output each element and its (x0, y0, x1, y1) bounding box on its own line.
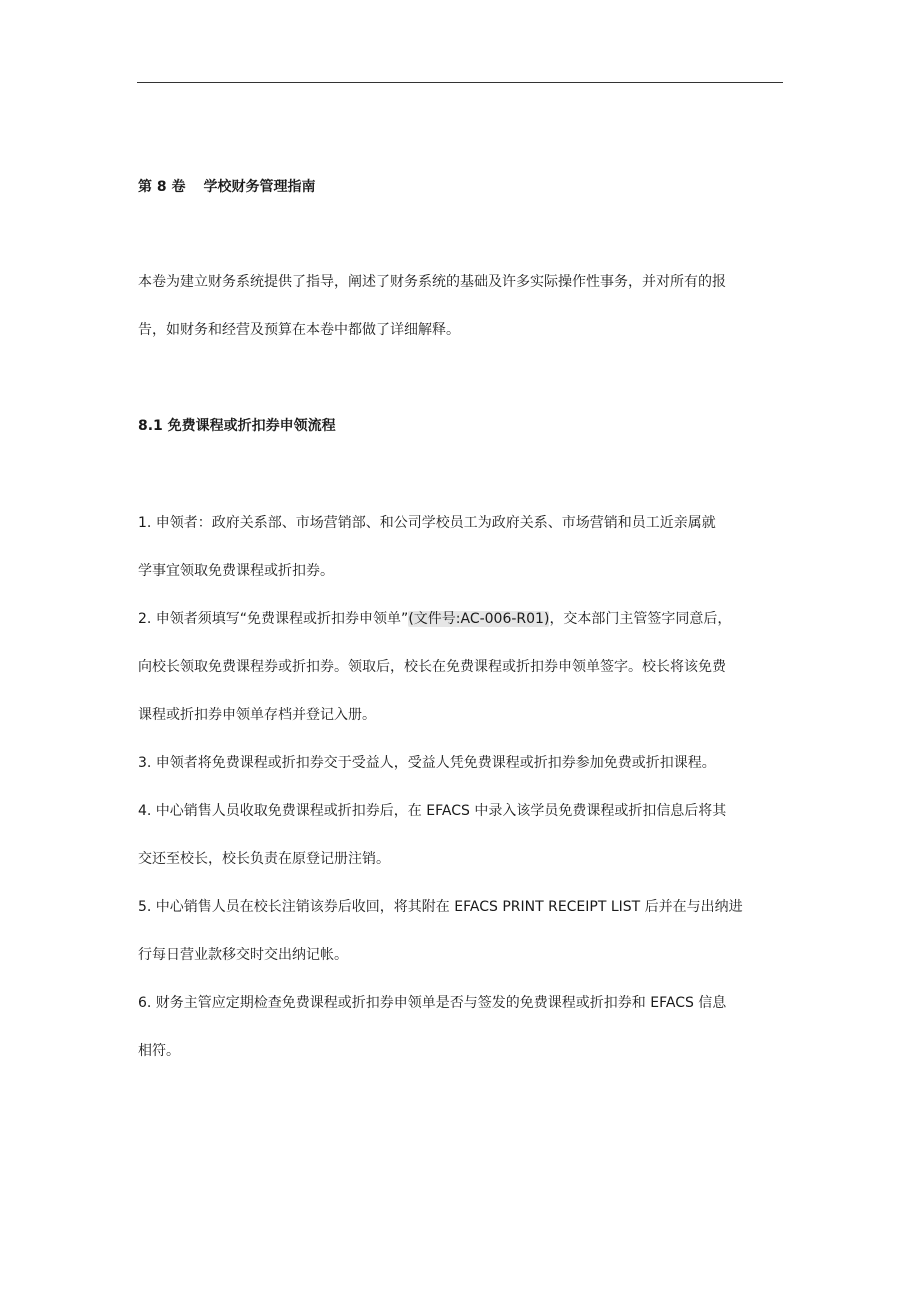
file-number-highlight: (文件号:AC-006-R01) (408, 611, 550, 627)
intro-line-1: 本卷为建立财务系统提供了指导，阐述了财务系统的基础及许多实际操作性事务，并对所有的报 (138, 274, 726, 290)
item-2-text-before: 2. 申领者须填写“免费课程或折扣券申领单” (138, 611, 409, 627)
section-title: 8.1 免费课程或折扣券申领流程 (138, 418, 336, 434)
item-5-line-2: 行每日营业款移交时交出纳记帐。 (138, 947, 348, 963)
header-rule (137, 82, 783, 83)
item-2-text-after: ，交本部门主管签字同意后， (549, 611, 732, 627)
item-1-line-2: 学事宜领取免费课程或折扣券。 (138, 563, 334, 579)
item-3-line-1: 3. 申领者将免费课程或折扣券交于受益人，受益人凭免费课程或折扣券参加免费或折扣课程。 (138, 755, 716, 771)
chapter-number: 第 8 卷 (138, 179, 186, 195)
item-4-line-2: 交还至校长，校长负责在原登记册注销。 (138, 851, 390, 867)
item-1-line-1: 1. 申领者：政府关系部、市场营销部、和公司学校员工为政府关系、市场营销和员工近亲属就 (138, 515, 716, 531)
item-2-line-2: 向校长领取免费课程券或折扣券。领取后，校长在免费课程或折扣券申领单签字。校长将该免费 (138, 659, 726, 675)
item-6-line-2: 相符。 (138, 1043, 180, 1059)
item-4-line-1: 4. 中心销售人员收取免费课程或折扣券后，在 EFACS 中录入该学员免费课程或折扣信息后将其 (138, 803, 727, 819)
item-5-line-1: 5. 中心销售人员在校长注销该券后收回，将其附在 EFACS PRINT RECEIPT LIST 后并在与出纳进 (138, 899, 743, 915)
item-2-line-1 (138, 609, 731, 629)
chapter-title: 学校财务管理指南 (203, 179, 316, 195)
item-2-line-3: 课程或折扣券申领单存档并登记入册。 (138, 707, 376, 723)
chapter-heading (138, 177, 316, 197)
intro-line-2: 告，如财务和经营及预算在本卷中都做了详细解释。 (138, 322, 460, 338)
item-6-line-1: 6. 财务主管应定期检查免费课程或折扣券申领单是否与签发的免费课程或折扣券和 EFACS 信息 (138, 995, 727, 1011)
